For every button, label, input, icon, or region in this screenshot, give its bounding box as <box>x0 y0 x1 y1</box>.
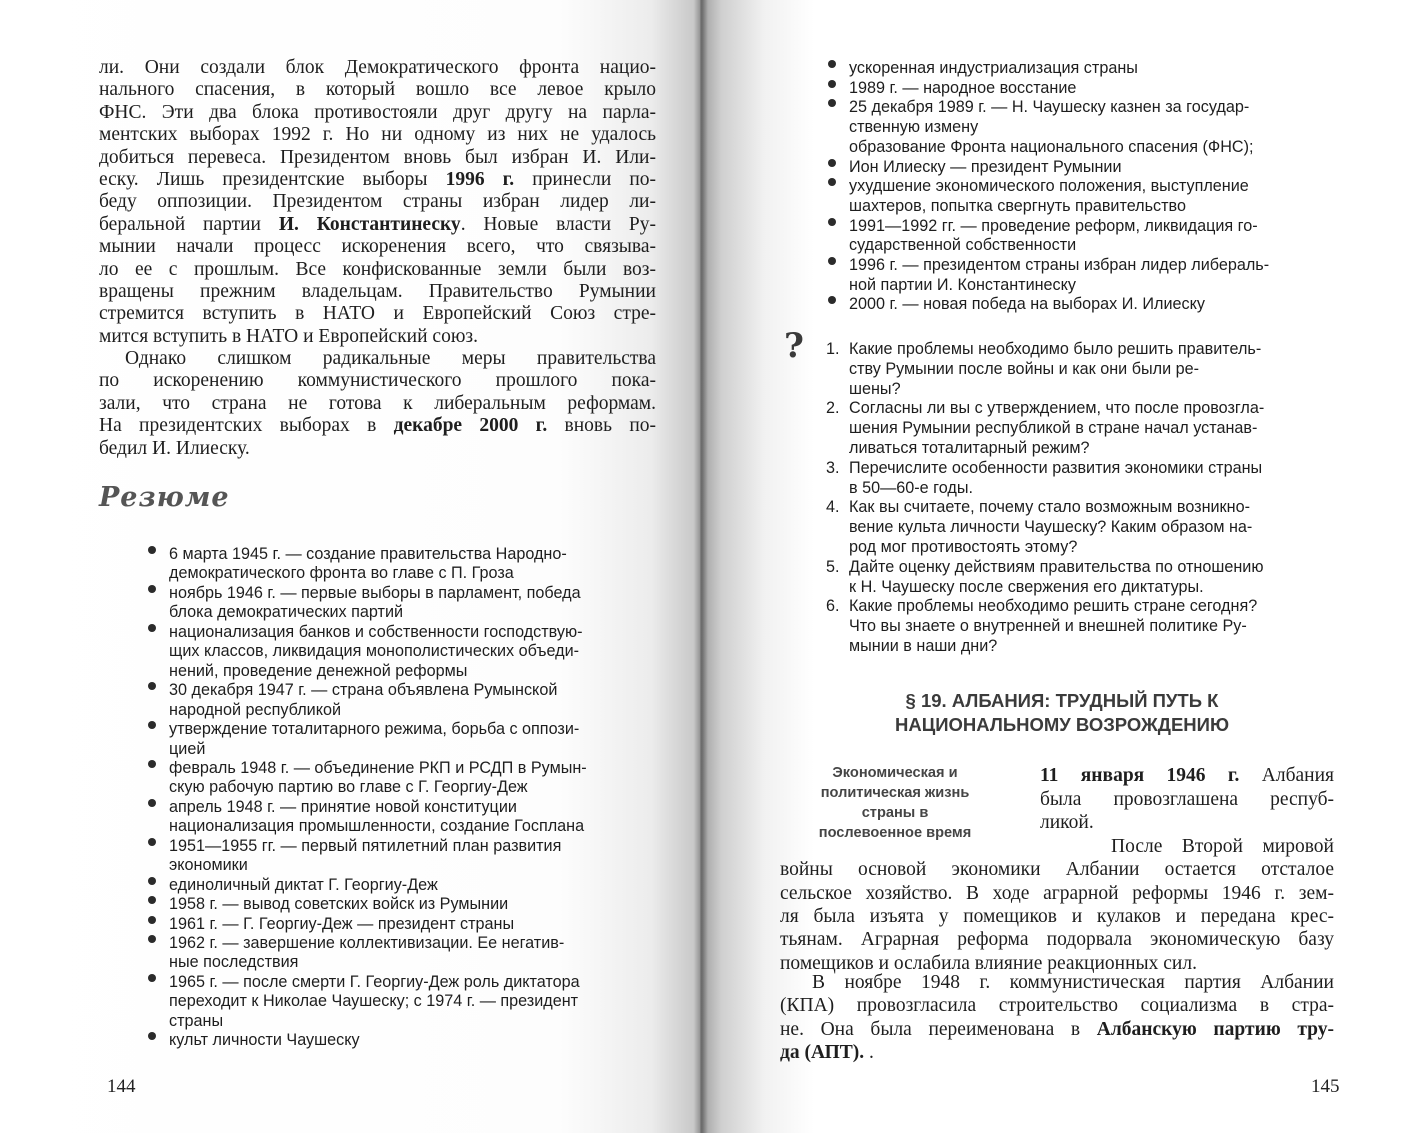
text-line <box>99 415 656 437</box>
bullet-icon <box>148 721 156 729</box>
text-line <box>99 147 656 169</box>
text-segment: На президентских выборах в <box>99 415 394 437</box>
question-line: Согласны ли вы с утверждением, что после провозгла- <box>849 399 1265 418</box>
bullet-icon <box>148 546 156 554</box>
text-segment: войны основой экономики Албании остается отсталое <box>780 859 1334 881</box>
bullet-icon <box>148 624 156 632</box>
question-number: 3. <box>826 458 840 477</box>
bullet-icon <box>148 935 156 943</box>
text-line <box>780 906 1334 928</box>
text-segment: принесли по- <box>514 169 657 190</box>
text-segment: Однако слишком радикальные меры правительства <box>125 348 656 369</box>
text-line <box>99 326 478 348</box>
question-line: Какие проблемы необходимо решить стране сегодня? <box>849 597 1258 616</box>
question-line: Дайте оценку действиям правительства по отношению <box>849 557 1264 576</box>
text-segment: беду оппозиции. Президентом страны избран лидер ли- <box>99 191 656 213</box>
bullet-icon <box>828 159 836 167</box>
list-item-line: щих классов, ликвидация монополистических объеди- <box>169 642 580 661</box>
text-line <box>125 348 656 370</box>
text-line <box>780 929 1334 951</box>
text-line <box>812 972 1334 994</box>
question-number: 2. <box>826 399 840 418</box>
text-segment: вновь по- <box>547 415 656 437</box>
text-line <box>1040 765 1334 787</box>
text-line <box>1040 789 1334 811</box>
text-segment: бедил И. Илиеску. <box>99 437 250 459</box>
list-item-line: февраль 1948 г. — объединение РКП и РСДП в Румын- <box>169 758 587 777</box>
bullet-icon <box>828 60 836 68</box>
text-segment: стремится вступить в НАТО и Европейский Союз стре- <box>99 303 656 325</box>
list-item-line: ственную измену <box>849 118 979 137</box>
text-line <box>1040 812 1094 834</box>
text-segment: После Второй мировой <box>1111 836 1334 857</box>
text-segment: ли. Они создали блок Демократического фронта нацио- <box>99 57 656 78</box>
list-item-line: национализация банков и собственности господствую- <box>169 622 583 641</box>
text-segment: беральной партии <box>99 213 279 235</box>
list-item-line: образование Фронта национального спасения (ФНС); <box>849 137 1254 156</box>
text-segment: еску. Лишь президентские выборы <box>99 169 446 190</box>
bold-text: Албанскую партию тру- <box>1096 1018 1335 1040</box>
bold-text: 11 января 1946 г. <box>1040 765 1240 786</box>
list-item-line: цией <box>169 739 206 758</box>
list-item-line: экономики <box>169 856 248 875</box>
list-item-line: нений, проведение денежной реформы <box>169 661 468 680</box>
text-segment: ло ее с прошлым. Все конфискованные земли были воз- <box>99 258 656 280</box>
question-line: в 50—60-е годы. <box>849 478 973 497</box>
text-segment: тьянам. Аграрная реформа подорвала экономическую базу <box>780 929 1334 951</box>
question-line: шены? <box>849 379 901 398</box>
list-item-line: 30 декабря 1947 г. — страна объявлена Румынской <box>169 681 558 700</box>
text-line <box>780 883 1334 905</box>
question-line: род мог противостоять этому? <box>849 538 1078 556</box>
book-gutter <box>694 0 708 1133</box>
list-item-line: Ион Илиеску — президент Румынии <box>849 157 1122 176</box>
text-line <box>99 259 656 281</box>
question-line: Какие проблемы необходимо было решить правитель- <box>849 340 1262 358</box>
list-item-line: культ личности Чаушеску <box>169 1031 360 1050</box>
text-segment: по искоренению коммунистического прошлого пока- <box>99 370 656 392</box>
question-line: ству Румынии после войны и как они были ре- <box>849 359 1200 378</box>
text-segment: помещиков и ослабила влияние реакционных сил. <box>780 952 1197 974</box>
sidebar-heading-line: послевоенное время <box>818 825 972 841</box>
text-segment: Албания <box>1239 765 1335 786</box>
bullet-icon <box>828 257 836 265</box>
text-line <box>99 438 250 460</box>
sidebar-heading-line: страны в <box>861 805 929 821</box>
section-title-line: НАЦИОНАЛЬНОМУ ВОЗРОЖДЕНИЮ <box>894 714 1230 735</box>
text-line <box>99 169 656 191</box>
text-line <box>99 79 656 101</box>
list-item-line: 25 декабря 1989 г. — Н. Чаушеску казнен за государ- <box>849 98 1250 117</box>
list-item-line: 1951—1955 гг. — первый пятилетний план развития <box>169 836 562 855</box>
text-line <box>99 124 656 146</box>
list-item-line: ухудшение экономического положения, выступление <box>849 177 1249 196</box>
page-number-left: 144 <box>107 1076 136 1097</box>
text-segment: зали, что страна не готова к либеральным реформам. <box>99 392 656 414</box>
text-segment: ля была изъята у помещиков и кулаков и передана крес- <box>780 905 1334 927</box>
list-item-line: 2000 г. — новая победа на выборах И. Илиеску <box>849 295 1205 314</box>
question-line: вение культа личности Чаушеску? Каким образом на- <box>849 518 1253 537</box>
list-item-line: народной республикой <box>169 700 341 719</box>
bold-text: да (АПТ). <box>780 1041 865 1063</box>
text-line <box>1111 836 1334 858</box>
text-segment: ФНС. Эти два блока противостояли друг другу на парла- <box>99 101 656 123</box>
text-line <box>99 102 656 124</box>
bullet-icon <box>148 916 156 924</box>
list-item-line: национализация промышленности, создание Госплана <box>169 817 585 836</box>
list-item-line: утверждение тоталитарного режима, борьба с оппози- <box>169 720 580 739</box>
list-item-line: скую рабочую партию во главе с Г. Георгиу-Деж <box>169 778 528 797</box>
text-segment: нального спасения, в который вошло все левое крыло <box>99 79 656 101</box>
text-segment: была провозглашена респуб- <box>1040 788 1334 810</box>
list-item-line: 1991—1992 гг. — проведение реформ, ликвидация го- <box>849 216 1258 235</box>
bullet-icon <box>148 974 156 982</box>
bullet-icon <box>148 760 156 768</box>
list-item-line: страны <box>169 1011 224 1030</box>
list-item-line: апрель 1948 г. — принятие новой конституции <box>169 797 517 816</box>
question-number: 1. <box>826 340 840 358</box>
sidebar-heading-line: политическая жизнь <box>820 785 970 801</box>
bullet-icon <box>148 585 156 593</box>
text-line <box>780 995 1334 1017</box>
text-line <box>99 281 656 303</box>
question-line: ливаться тоталитарный режим? <box>849 439 1090 457</box>
question-number: 5. <box>826 557 840 576</box>
section-title-line: § 19. АЛБАНИЯ: ТРУДНЫЙ ПУТЬ К <box>905 690 1219 711</box>
list-item-line: переходит к Николае Чаушеску; с 1974 г. — президент <box>169 992 579 1011</box>
list-item-line: блока демократических партий <box>169 603 404 622</box>
text-line <box>99 370 656 392</box>
text-segment: (КПА) провозгласила строительство социализма в стра- <box>780 995 1334 1017</box>
bold-text: декабре 2000 г. <box>393 415 548 437</box>
list-item-line: 1965 г. — после смерти Г. Георгиу-Деж роль диктатора <box>169 972 580 991</box>
list-item-line: 1996 г. — президентом страны избран лидер либераль- <box>849 256 1270 274</box>
question-line: Как вы считаете, почему стало возможным возникно- <box>849 498 1250 517</box>
text-segment: мится вступить в НАТО и Европейский союз. <box>99 325 478 347</box>
text-segment: . <box>864 1041 874 1063</box>
list-item-line: демократического фронта во главе с П. Гроза <box>169 564 514 583</box>
bullet-icon <box>148 838 156 846</box>
bullet-icon <box>148 799 156 807</box>
text-line <box>780 1042 874 1064</box>
text-line <box>780 1019 1334 1041</box>
list-item-line: ные последствия <box>169 953 299 972</box>
list-item-line: единоличный диктат Г. Георгиу-Деж <box>169 875 438 894</box>
bold-text: И. Константинеску <box>278 213 461 235</box>
list-item-line: сударственной собственности <box>849 236 1077 255</box>
text-segment: В ноябре 1948 г. коммунистическая партия Албании <box>812 972 1334 993</box>
text-segment: не. Она была переименована в <box>780 1018 1097 1040</box>
text-line <box>99 214 656 236</box>
text-segment: вращены прежним владельцам. Правительство Румынии <box>99 281 656 302</box>
question-number: 6. <box>826 597 840 616</box>
resume-title: Резюме <box>99 482 230 513</box>
question-line: к Н. Чаушеску после свержения его диктатуры. <box>849 577 1204 596</box>
text-line <box>99 57 656 79</box>
list-item-line: шахтеров, попытка свергнуть правительство <box>849 196 1186 215</box>
bullet-icon <box>148 877 156 885</box>
text-line <box>99 236 656 258</box>
text-line <box>780 859 1334 881</box>
text-segment: мынии начали процесс искоренения всего, что связыва- <box>99 236 656 258</box>
list-item-line: ускоренная индустриализация страны <box>849 59 1138 77</box>
list-item-line: ной партии И. Константинеску <box>849 275 1077 294</box>
question-mark-icon: ? <box>784 326 804 366</box>
text-segment: сельское хозяйство. В ходе аграрной реформы 1946 г. зем- <box>780 882 1334 904</box>
list-item-line: 1958 г. — вывод советских войск из Румынии <box>169 895 509 914</box>
bold-text: 1996 г. <box>445 169 515 190</box>
list-item-line: 1989 г. — народное восстание <box>849 78 1077 97</box>
list-item-line: 6 марта 1945 г. — создание правительства Народно- <box>169 545 567 563</box>
text-segment: добиться перевеса. Президентом вновь был избран И. Или- <box>99 146 656 168</box>
question-line: шения Румынии республикой в стране начал устанав- <box>849 419 1258 438</box>
text-segment: ментских выборах 1992 г. Но ни одному из них не удалось <box>99 124 656 146</box>
list-item-line: 1961 г. — Г. Георгиу-Деж — президент страны <box>169 914 515 933</box>
text-line <box>99 393 656 415</box>
question-number: 4. <box>826 498 840 517</box>
list-item-line: 1962 г. — завершение коллективизации. Ее негатив- <box>169 934 565 952</box>
list-item-line: ноябрь 1946 г. — первые выборы в парламент, победа <box>169 583 581 602</box>
text-segment: . Новые власти Ру- <box>460 213 656 235</box>
question-line: мынии в наши дни? <box>849 637 998 655</box>
text-line <box>99 191 656 213</box>
text-line <box>99 303 656 325</box>
bullet-icon <box>828 218 836 226</box>
question-line: Перечислите особенности развития экономики страны <box>849 458 1263 477</box>
question-line: Что вы знаете о внутренней и внешней политике Ру- <box>849 617 1247 636</box>
page-number-right: 145 <box>1311 1076 1340 1097</box>
sidebar-heading-line: Экономическая и <box>832 765 958 781</box>
bullet-icon <box>828 80 836 88</box>
text-segment: ликой. <box>1040 812 1094 833</box>
